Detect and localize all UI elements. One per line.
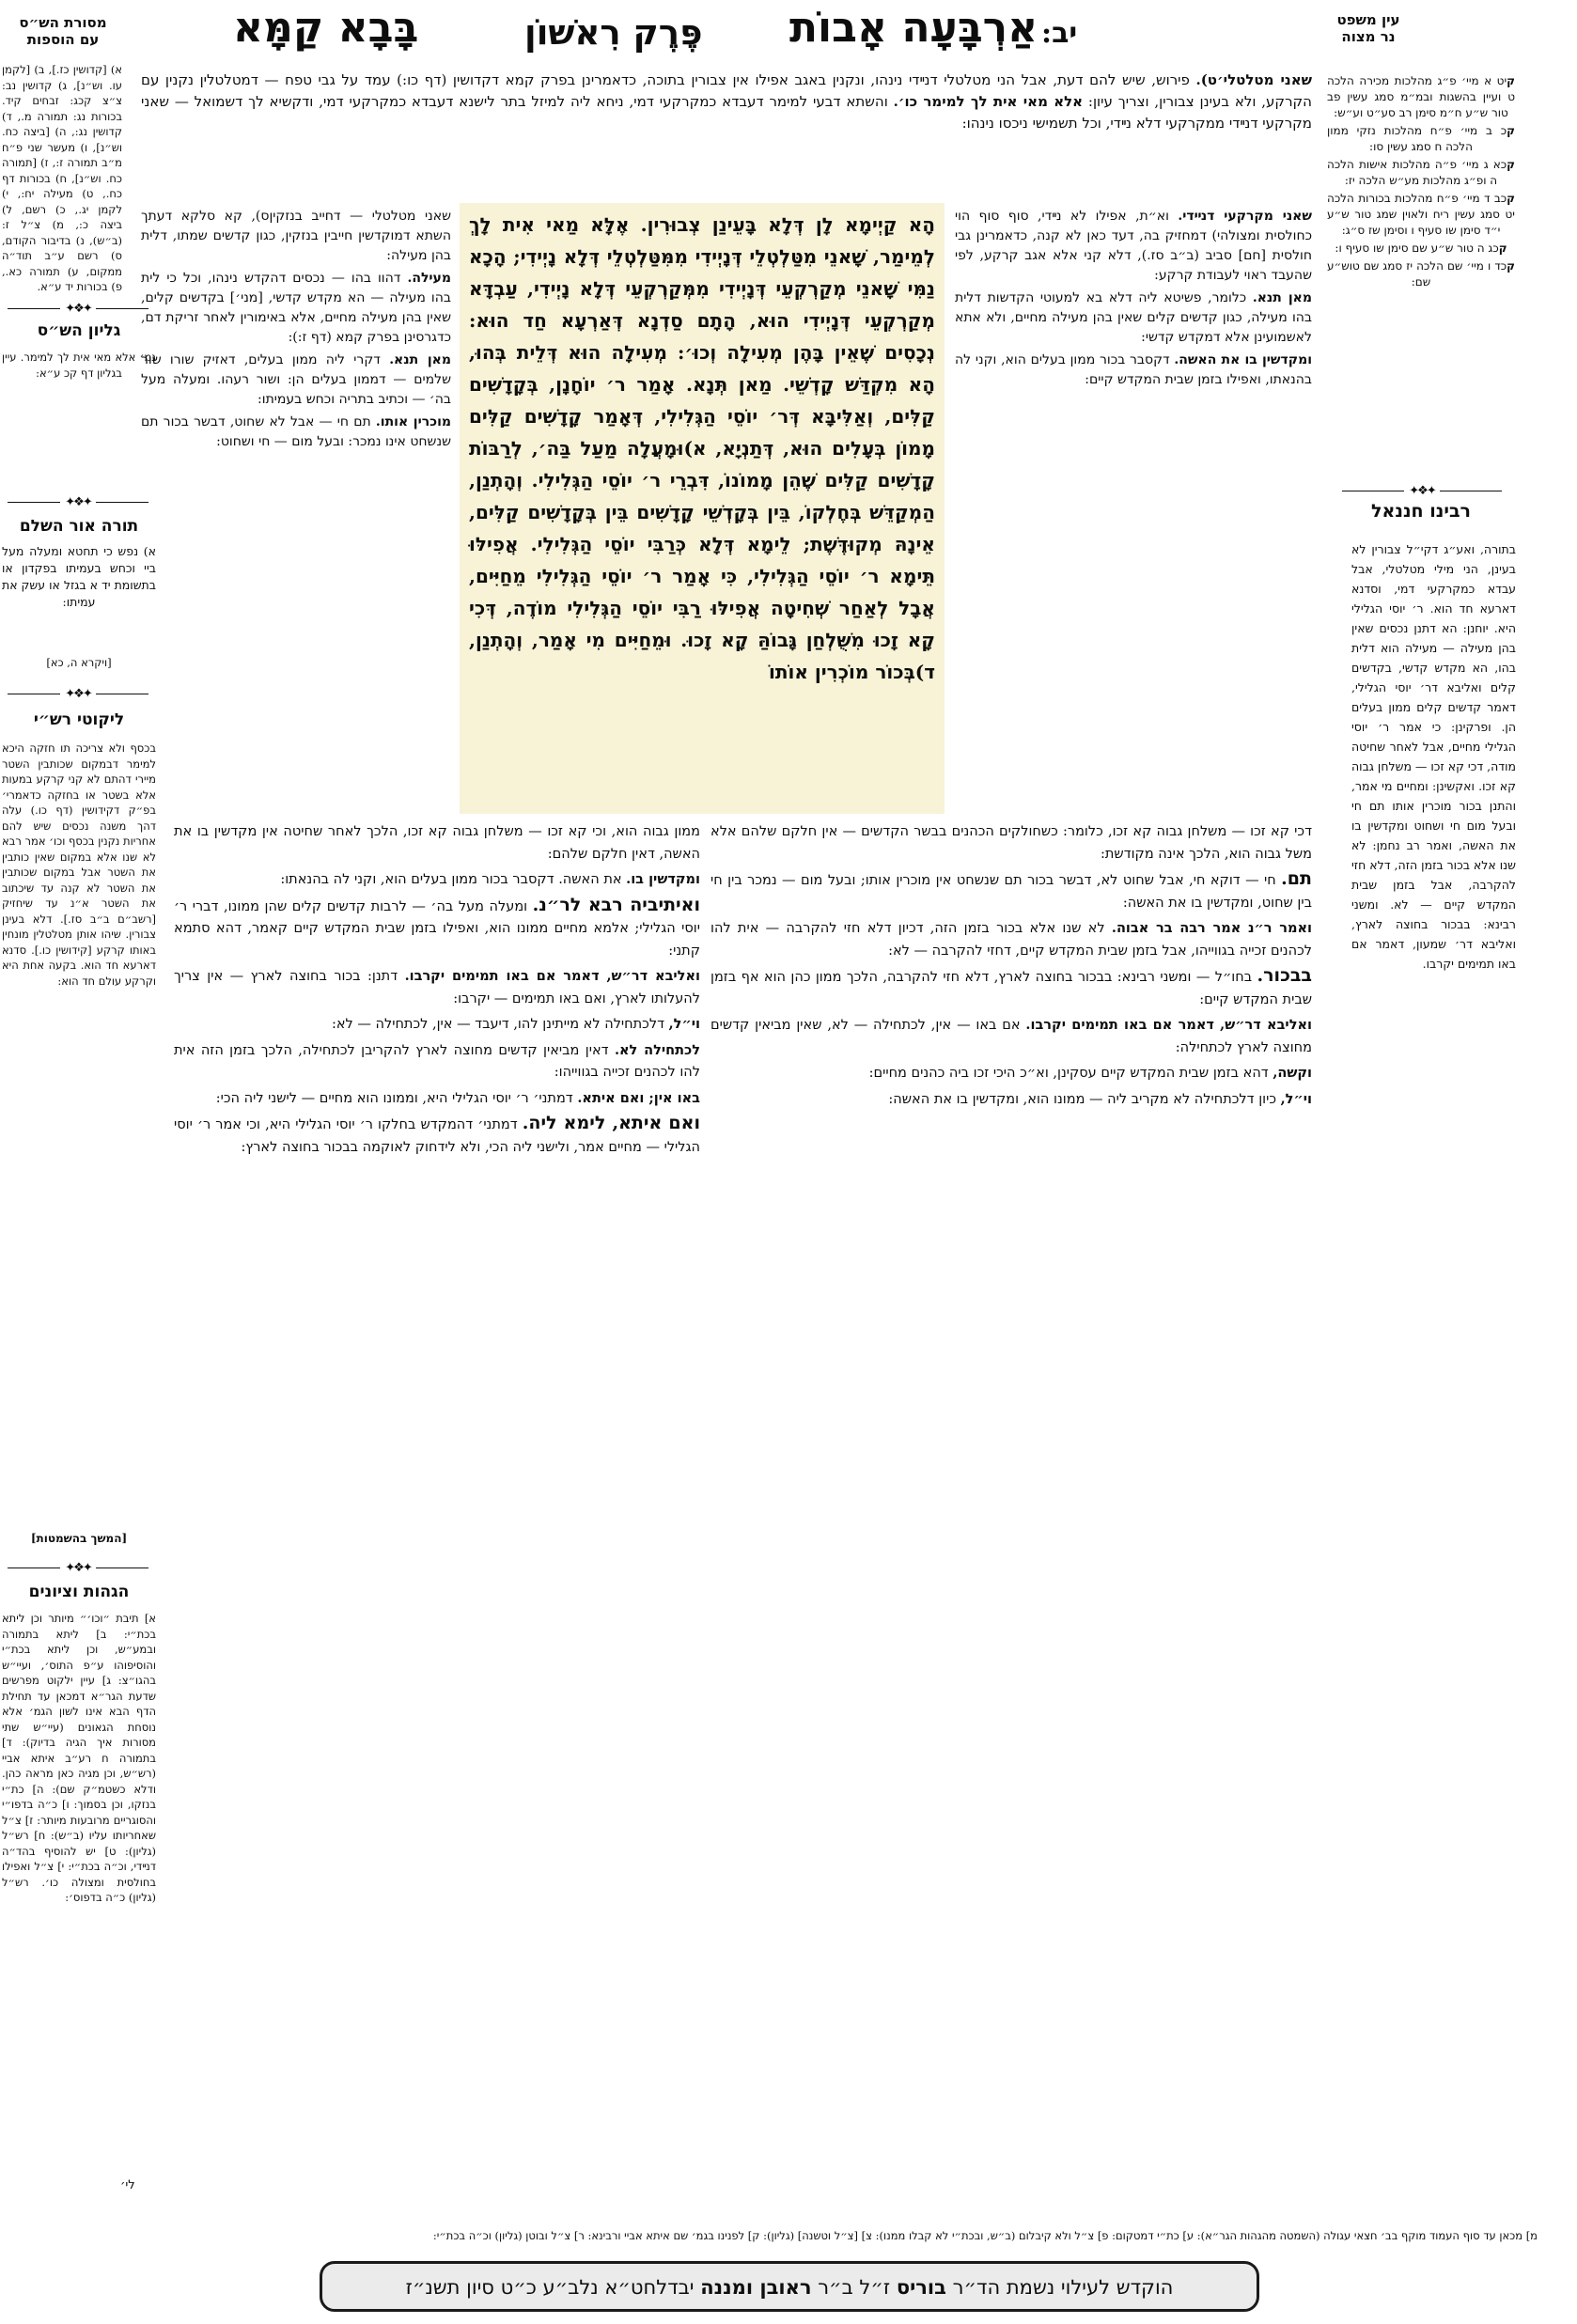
likutei-rashi-title: ליקוטי רש״י [33,710,125,729]
commentary-paragraph [141,207,451,266]
mesorat-hashas-text: א) [קדושין כז.], ב) [לקמן עו. וש״נ], ג) קדושין נב: צ״צ קכג: זבחים קיד. בכורות נג: תמורה מ., ד) קדושין נג:, ה) [ביצה כח. וש״נ], ו) מעשר שני פ״ח מ״ב תמורה ז:, ז) [תמורה כח. וש״נ], ח) בכורות דף כח., ט) מעילה יח:, י) לקמן יג., כ) רשם, ל) ביצה כ:, מ) צ״ל ז: (ב״ש), נ) בדיבור הקודם, ס) רשם ע״ב תוד״ה ממקום, ע) תמורה כא., פ) בכורות יד ע״א. [2,63,122,293]
commentary-text: תם חי — אבל לא שחוט, דבשר בכור תם שנשחט אינו נמכר: ובעל מום — חי ושחוט: [141,414,451,449]
mesorat-title-line1: מסורת הש״ס [19,14,107,31]
dibur-hamatchil: ואיתיביה רבא לר״נ. [532,894,700,915]
commentary-paragraph [141,351,451,410]
commentary-paragraph [955,207,1312,286]
commentary-text: דהוו בהו — נכסים דהקדש נינהו, וכל כי לית בהו מעילה — הא מקדש קדשי, [מני׳] בקדשים קלים, שאין בהן מעילה מחיים, אלא באימורין לאחר זריקת דם, כדגרסינן בפרק קמא (דף ז:): [141,271,451,345]
tosafot-top-band [141,70,1312,201]
dibur-hamatchil: וי״ל, [668,1016,700,1032]
torah-or-title: תורה אור השלם [19,517,139,536]
commentary-text: כלומר, פשיטא ליה דלא בא למעוטי הקדשות דלית בהו מעילה, כגון קדשים קלים שאין בהן מעילה מחיים, ולא אתא לאשמועינן אלא דמקדש קדשי: [955,290,1312,345]
commentary-paragraph [141,269,451,348]
commentary-text: דמתני׳ ר׳ יוסי הגלילי היא, וממונו הוא מחיים — לישני ליה הכי: [215,1090,573,1106]
section-divider-ornament [8,688,148,700]
commentary-text: פירוש, שיש להם דעת, אבל הני מטלטלי דנײדי נינהו, ונקנין באגב אפילו אין צבורין בתוכה, כדאמרינן בפרק קמא דקדושין (דף כו:) עמד על גבי טפח — דמטלטלין נקנין עם הקרקע, ולא בעינן צבורין, וצריך עיון: [141,71,1312,110]
dibur-hamatchil: ואמר ר״נ אמר רבה בר אבוה. [1111,920,1312,936]
ein-mishpat-entry: קכב ד מיי׳ פ״ח מהלכות בכורות הלכה יט סמג עשין ריח ולאוין שמג טור ש״ע י״ד סימן שו סעיף ו וסימן שז ס״ג: [1327,192,1515,237]
ein-mishpat-header [1312,11,1425,45]
rabbeinu-chananel-title: רבינו חננאל [1371,501,1471,522]
commentary-text: ומעלה מעל בה׳ — לרבות קדשים קלים שהן ממונו, דברי ר׳ יוסי הגלילי; אלמא מחיים ממונו הוא, ואפילו בזמן שבית המקדש קיים קאמר, דהא סתמא קתני: [174,898,700,959]
commentary-text: דהא בזמן שבית המקדש קיים עסקינן, וא״כ היכי זכו ביה כהנים מחיים: [868,1066,1269,1081]
commentary-text: דלכתחילה לא מייתינן להו, דיעבד — אין, לכתחילה — לא: [331,1017,665,1032]
dibur-hamatchil: באו אין; ואם איתא. [577,1089,700,1106]
commentary-text: שאני מטלטלי — דחייב בנזקיןס), קא סלקא דעתך השתא דמוקדשין חייבין בנזקין, כגון קדשים שמתו, דלית בהן מעילה: [141,209,451,263]
commentary-paragraph [710,1088,1312,1112]
rabbeinu-chananel-text: בתורה, ואע״ג דקי״ל צבורין לא בעינן, הני מילי מטלטלי, אבל עבדא כמקרקעי דמי, וסדנא דארעא חד הוא. ר׳ יוסי הגלילי היא. יוחנן: הא דתנן נכסים שאין בהן מעילה — מעילה הוא דלית בהו, הא מקדש קדשי, בקדשים קלים ואליבא דר׳ יוסי הגלילי, דאמר קדשים קלים ממון בעלים הן. ופרקינן: כי אמר ר׳ יוסי הגלילי מחיים, אבל לאחר שחיטה מודה, דכי קא זכו — משלחן גבוה קא זכו. ואקשינן: ומחיים מי אמר, והתנן בכור מוכרין אותו תם חי ובעל מום חי ושחוט ומקדשין בו את האשה, ואמר רב נחמן: לא שנו אלא בכור בזמן הזה, דלא חזי להקרבה, אבל בזמן שבית המקדש קיים — לא. ומשני רבינא: בבכור בחוצה לארץ, ואליבא דר׳ שמעון, דאמר אם באו תמימים יקרבו. [1351,542,1516,971]
commentary-paragraph [174,895,700,963]
tosafot-column [955,207,1312,814]
commentary-paragraph [955,289,1312,348]
commentary-paragraph [710,1014,1312,1059]
gilyon-hashas-text: גמ׳ אלא מאי אית לך למימר. עיין בגליון דף קכ ע״א: [2,351,156,380]
section-divider-ornament [1342,485,1502,497]
commentary-paragraph [710,917,1312,962]
dedication-text-part3: יבדלחט״א נלב״ע כ״ט סיון תשנ״ז [405,2276,701,2299]
dibur-hamatchil: בבכור. [1257,965,1312,986]
commentary-text: דקסבר בכור ממון בעלים הוא, וקני לה בהנאתו, ואפילו בזמן שבית המקדש קיים: [955,352,1312,387]
commentary-paragraph [174,821,700,866]
torah-or-source: [ויקרא ה, כא] [46,656,112,669]
likutei-rashi-text: בכסף ולא צריכה תו חזקה היכא למימר דבמקום שכותבין השטר מיירי דהתם לא קני קרקע במעות אלא בשטר או בחזקה כדאמרי׳ בפ״ק דקידושין (דף כו.) עלה דהך משנה נכסים שיש להם אחריות נקנין בכסף וכו׳ אמר רבא לא שנו אלא במקום שאין כותבין את השטר אבל במקום שכותבין את השטר לא קנה עד שיכתוב את השטר א״נ עד שיחזיק [רשב״ם ב״ב סז.]. דלא בעינן צבורין. שיהו אותן מטלטלין מונחין באותו קרקע [קידושין כו.]. סדנא דארעא חד הוא. בקעה אחת היא וקרקע עולם חד הוא: [2,741,156,988]
ein-mishpat-title-line2: נר מצוה [1341,28,1396,45]
page-catchword: לי׳ [120,2178,135,2192]
dibur-hamatchil: שאני מטלטלי׳ט). [1195,71,1312,88]
commentary-paragraph [710,821,1312,866]
commentary-text: דאין מביאין קדשים מחוצה לארץ להקריבן לכתחילה, הלכך בזמן הזה אית להו לכהנים זכייה בגווייהו: [174,1042,700,1080]
ein-mishpat-title-line1: עין משפט [1336,11,1400,28]
commentary-text: ממון גבוה הוא, וכי קא זכו — משלחן גבוה קא זכו, הלכך לאחר שחיטה אין מקדשין בו את האשה, דאין חלקם שלהם: [174,824,700,862]
commentary-paragraph [955,351,1312,390]
lower-left-column [174,821,700,2220]
commentary-text: דמתני׳ דהמקדש בחלקו ר׳ יוסי הגלילי היא, וכי אמר ר׳ יוסי הגלילי — מחיים אמר, ולישני ליה הכי, ולא לידחוק לאוקמה בבכור בחוצה לארץ: [174,1117,700,1155]
commentary-paragraph [710,868,1312,914]
section-divider-ornament [8,1562,148,1574]
perek-number: פֶּרֶק רִאשׁוֹן [524,11,703,53]
dibur-hamatchil: וקשה, [1273,1065,1312,1081]
dibur-hamatchil: ומקדשין בו. [626,871,700,887]
commentary-text: דתנן: בכור בחוצה לארץ — אין צריך להעלותו לארץ, ואם באו תמימים — יקרבו: [174,969,700,1006]
dedication-box [320,2261,1259,2312]
dibur-hamatchil: מוכרין אותו. [375,414,451,429]
commentary-paragraph [174,965,700,1010]
hagahot-vetziyunim-title: הגהות וציונים [28,1583,130,1601]
commentary-paragraph [174,868,700,892]
daf-number: יב: [1041,17,1078,50]
commentary-text: והשתא דבעי למימר דעבדא כמקרקעי דמי, ניחא ליה למיזל בתר לישנא דעבדא כמקרקעי דמי, ודקשיא לך דשמואל — שאני מקרקעי דנײדי ממקרקעי דלא נײדי, וכל תשמישי ניכסו נינהו: [141,93,1312,132]
commentary-paragraph [174,1039,700,1084]
dedication-name1: בוריס [896,2275,946,2299]
commentary-text: דכי קא זכו — משלחן גבוה קא זכו, כלומר: כשחולקים הכהנים בבשר הקדשים — אין חלקם שלהם אלא משל גבוה הוא, הלכך אינה מקודשת: [710,824,1312,862]
commentary-text: לא שנו אלא בכור בזמן הזה, דכיון דלא חזי להקרבה — אית להו לכהנים זכייה בגווייהו, אבל בזמן שבית המקדש קיים, דחזי להקרבה — לא: [710,921,1312,959]
hagahot-vetziyunim-text: א] תיבת ״וכו׳״ מיותר וכן ליתא בכת״י: ב] ליתא בתמורה ובמע״ש, וכן ליתא בכת״י והוסיפוהו ע״פ התוס׳, ועיי״ש בהגו״צ: ג] עיין ילקוט מפרשים שדעת הגר״א דמכאן עד תחילת הדף הבא אינו לשון הגמ׳ אלא נוסחת הגאונים (עיי״ש שתי מסורות איך הגיה בדיוק): ד] בתמורה ח רע״ב איתא אביי (רש״ש, וכן מגיה כאן מראה כהן. ודלא כשטמ״ק שם): ה] כת״י בנזקו, וכן בסמוך: ו] כ״ה בדפו״י והסוגריים מרובעות מיותר: ז] צ״ל שאחריותו עליו (ב״ש): ח] רש״ל (גליון): ט] יש להוסיף בהד״ה דנײדי, וכ״ה בכת״י: י] צ״ל ואפילו בחולסית ומצולה כו׳. רש״ל (גליון) כ״ה בדפוס׳: [2,1612,156,1904]
lower-right-column [710,821,1312,2220]
dibur-hamatchil: ואליבא דר״ש, דאמר אם באו תמימים יקרבו. [404,968,700,984]
commentary-paragraph [174,1013,700,1037]
mesorat-title-line2: עם הוספות [26,31,100,48]
commentary-text: חי — דוקא חי, אבל שחוט לא, דבשר בכור תם שנשחט אין מוכרין אותו; ובעל מום — נמכר בין חי בין שחוט, ומקדשין בו את האשה: [710,873,1312,911]
ein-mishpat-entry: קכ ב מיי׳ פ״ח מהלכות נזקי ממון הלכה ח סמג עשין סו: [1327,124,1515,153]
masechet-name: בָּבָא קַמָּא [233,4,419,52]
dibur-hamatchil: וי״ל, [1280,1090,1312,1107]
ein-mishpat-entry: קכד ו מיי׳ שם הלכה יז סמג שם טוש״ע שם: [1327,259,1515,289]
dibur-hamatchil: אלא מאי אית לך למימר כו׳. [893,93,1084,110]
hemshech-note: [המשך בהשמטות] [30,1532,128,1545]
ein-mishpat-column [1327,73,1515,479]
commentary-text: את האשה. דקסבר בכור ממון בעלים הוא, וקני לה בהנאתו: [280,872,622,887]
dibur-hamatchil: שאני מקרקעי דנײדי. [1178,209,1312,224]
commentary-text: דקרי ליה ממון בעלים, דאזיק שורו שור שלמים — דממון בעלים הן: ושור רעהו. ומעלה מעל בה׳ — וכתיב בתריה וכחש בעמיתו: [141,352,451,407]
commentary-paragraph [141,413,451,452]
dibur-hamatchil: ואם איתא, לימא ליה. [522,1113,700,1133]
section-divider-ornament [8,303,148,315]
gemara-text: הָא קַיְימָא לָן דְּלָא בָּעֵינַן צְבוּרִין. אֶלָּא מַאי אִית לָךְ לְמֵימַר, שָׁאנֵי מִטַּלְטְלֵי דְּנָיְידִי מִמִּטַּלְטְלֵי דְּלָא נָיְידִי; הָכָא נַמִּי שָׁאנֵי מְקַרְקְעֵי דְּנָיְידִי מִמְּקַרְקְעֵי דְּלָא נָיְידִי, עַבְדָּא מְקַרְקְעֵי דְּנָיְידִי הוּא, הָתָם סַדְנָא דְּאַרְעָא חַד הוּא: נְכָסִים שֶׁאֵין בָּהֶן מְעִילָה וְכוּ׳: מְעִילָה הוּא דְּלֵית בְּהוּ, הָא מִקְדַּשׁ קָדְשֵׁי. מַאן תְּנָא. אָמַר ר׳ יוֹחָנָן, בְּקָדָשִׁים קַלִּים, וְאַלִּיבָּא דְּר׳ יוֹסֵי הַגְּלִילִי, דְּאָמַר קָדָשִׁים קַלִּים מָמוֹן בְּעָלִים הוּא, דְּתַנְיָא, א)וּמָעֲלָה מַעַל בַּה׳, לְרַבּוֹת קָדָשִׁים קַלִּים שֶׁהֵן מָמוֹנוֹ, דִּבְרֵי ר׳ יוֹסֵי הַגְּלִילִי. וְהָתְנַן, הַמְקַדֵּשׁ בְּחֶלְקוֹ, בֵּין בְּקָדְשֵׁי קָדָשִׁים בֵּין בְּקָדָשִׁים קַלִּים, אֵינָהּ מְקוּדֶּשֶׁת; לֵימָא דְּלָא כְּרַבִּי יוֹסֵי הַגְּלִילִי. אֲפִילּוּ תֵּימָא ר׳ יוֹסֵי הַגְּלִילִי, כִּי אָמַר ר׳ יוֹסֵי הַגְּלִילִי מֵחַיִּים, אֲבָל לְאַחַר שְׁחִיטָה אֲפִילּוּ רַבִּי יוֹסֵי הַגְּלִילִי מוֹדֶה, דְּכִי קָא זָכוּ מִשֻּׁלְחַן גָּבוֹהַּ קָא זָכוּ. וּמֵחַיִּים מִי אָמַר, וְהָתְנַן, ד)בְּכוֹר מוֹכְרִין אוֹתוֹ [460,203,945,814]
commentary-paragraph [710,965,1312,1011]
mesorat-hashas-header [2,14,124,48]
dibur-hamatchil: מעילה. [407,271,451,286]
commentary-paragraph [174,1113,700,1159]
dibur-hamatchil: ואליבא דר״ש, דאמר אם באו תמימים יקרבו. [1025,1017,1312,1033]
gilyon-hashas-title: גליון הש״ס [37,321,121,340]
ein-mishpat-entry: קיט א מיי׳ פ״ג מהלכות מכירה הלכה ט ועיין בהשגות ובמ״מ סמג עשין פב טור ש״ע ח״מ סימן רב סע״ט וע״ש: [1327,74,1515,119]
ein-mishpat-entry: קכא ג מיי׳ פ״ה מהלכות אישות הלכה ה ופ״ג מהלכות מע״ש הלכה יז: [1327,158,1515,187]
ein-mishpat-entry: קכג ה טור ש״ע שם סימן שו סעיף ו: [1335,242,1507,255]
hagahot-footnote-line: מ] מכאן עד סוף העמוד מוקף בב׳ חצאי עגולה (השמטה מהגהות הגר״א): ע] כת״י דמטקום: פ] צ״ל ולא קיבלום (ב״ש, ובכת״י לא קבלו ממנו): צ] [צ״ל וטשנה] (גליון): ק] לפנינו בגמ׳ שם איתא אביי ורבינא: ר] צ״ל ובוטן (גליון) וכ״ה בכת״י: [432,2229,1538,2242]
dibur-hamatchil: מאן תנא. [1252,290,1312,305]
commentary-paragraph [174,1087,700,1111]
commentary-text: וא״ת, אפילו לא נײדי, סוף סוף הוי כחולסית ומצולהי) דמחזיק בה, דעד כאן לא קנה, כדאמרינן גבי חולסית [חם] סביב (ב״ב סז.), דלא קני אלא אגב קרקע, לפי שהעבד ראוי לעבודת קרקע: [955,209,1312,283]
dedication-name2: ראובן ומננה [700,2275,812,2299]
dibur-hamatchil: מאן תנא. [389,352,451,367]
commentary-text: אם באו — אין, לכתחילה — לא, שאין מביאין קדשים מחוצה לארץ לכתחילה: [710,1018,1312,1055]
dibur-hamatchil: לכתחילה לא. [614,1041,700,1058]
dedication-text-part1: הוקדש לעילוי נשמת הד״ר [945,2276,1174,2299]
commentary-text: בחו״ל — ומשני רבינא: בבכור בחוצה לארץ, דלא חזי להקרבה, הלכך ממון כהן הוא אף בזמן שבית המקדש קיים: [710,970,1312,1007]
perek-name: אַרְבָּעָה אָבוֹת [789,4,1038,52]
rashi-column [141,207,451,814]
dibur-hamatchil: ומקדשין בו את האשה. [1174,352,1312,367]
commentary-text: כיון דלכתחילה לא מקריב ליה — ממונו הוא, ומקדשין בו את האשה: [888,1091,1277,1107]
commentary-paragraph [710,1062,1312,1085]
torah-or-text: א) נפש כי תחטא ומעלה מעל ביי וכחש בעמיתו בפקדון או בתשומת יד א בגזל או עשק את עמיתו: [2,544,156,609]
dibur-hamatchil: תם. [1281,868,1312,889]
section-divider-ornament [8,496,148,508]
dedication-text-part2: ז״ל ב״ר [811,2276,897,2299]
